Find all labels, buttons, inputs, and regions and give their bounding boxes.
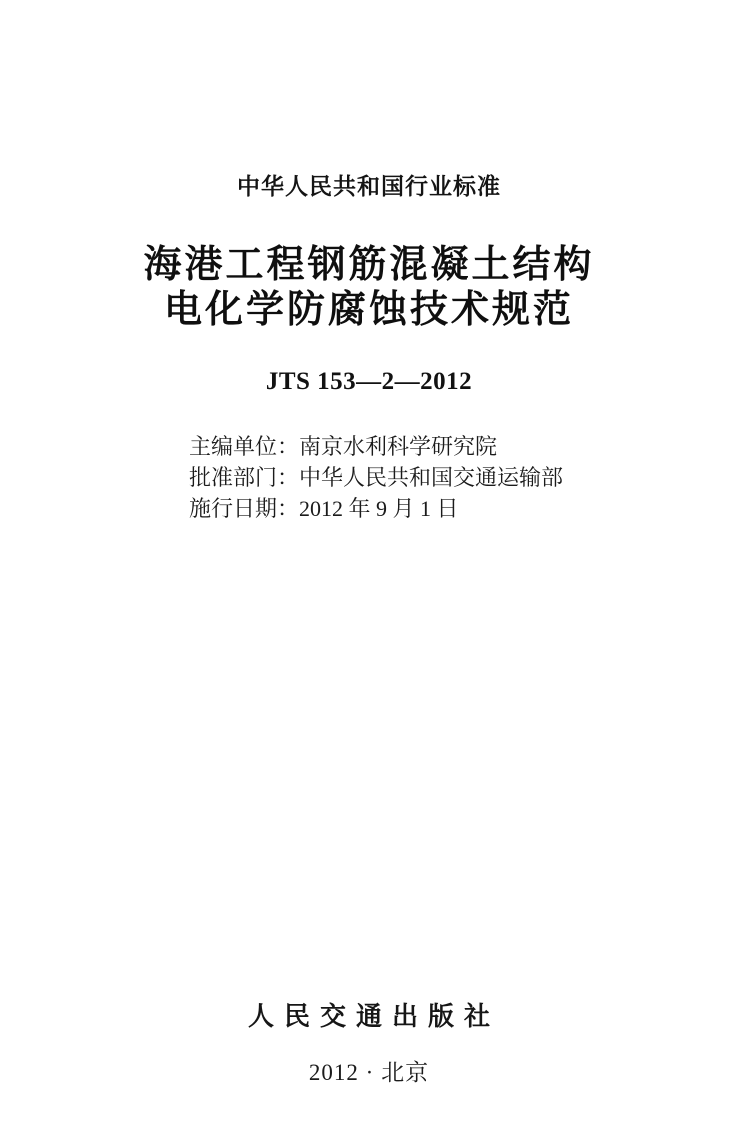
publication-info-row-date [189,493,563,524]
approval-dept-label: 批准部门： [189,465,300,490]
title-line-1: 海港工程钢筋混凝土结构 [143,244,595,286]
publication-info [189,431,563,524]
document-title [0,243,738,333]
effective-date-label: 施行日期： [189,496,300,521]
approval-dept-value: 中华人民共和国交通运输部 [299,465,564,490]
publisher-name: 人民交通出版社 [247,1002,500,1031]
edition-line: 2012 · 北京 [308,1060,430,1085]
effective-date-value: 2012 年 9 月 1 日 [299,496,459,521]
standard-type-heading: 中华人民共和国行业标准 [237,173,501,199]
publication-info-row-approver [189,462,563,493]
editor-unit-label: 主编单位： [189,434,300,459]
title-line-2: 电化学防腐蚀技术规范 [163,289,574,331]
standard-code: JTS 153—2—2012 [265,368,473,395]
publication-info-row-editor [189,431,563,462]
editor-unit-value: 南京水利科学研究院 [299,434,498,459]
